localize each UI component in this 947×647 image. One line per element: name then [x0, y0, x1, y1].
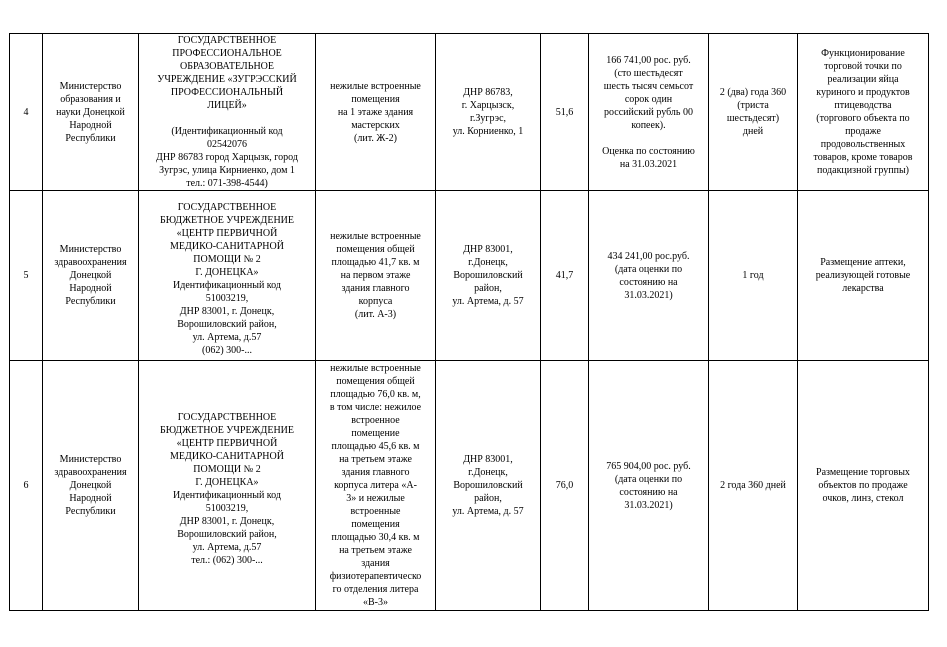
cost-line: состоянию на	[619, 276, 678, 288]
premises-line: помещение	[351, 428, 400, 439]
premises-line: площадью 76,0 кв. м,	[330, 389, 421, 400]
premises-line: «В-3»	[363, 597, 388, 608]
address-line: Ворошиловский	[453, 270, 523, 281]
cost-line: 434 241,00 рос.руб.	[607, 250, 690, 262]
row-number-cell	[10, 191, 43, 361]
premises-line: на третьем этаже	[339, 454, 412, 465]
purpose-line: куриного и продуктов	[816, 87, 910, 98]
institution-line: «ЦЕНТР ПЕРВИЧНОЙ	[176, 438, 278, 449]
ministry-line: Министерство	[59, 454, 122, 465]
premises-line: нежилые встроенные	[330, 363, 421, 374]
cost-line: (дата оценки по	[614, 473, 683, 485]
term-cell	[709, 361, 798, 611]
address-line: ул. Артема, д. 57	[452, 296, 524, 307]
purpose-line: продаже	[845, 126, 881, 137]
cost-line: на 31.03.2021	[619, 158, 678, 170]
institution-cell	[139, 361, 316, 611]
institution-line: 51003219,	[205, 503, 249, 514]
table-row	[10, 361, 929, 611]
address-line: г.Донецк,	[468, 467, 508, 478]
address-line: ДНР 83001,	[463, 454, 513, 465]
institution-phone-cut: (062) 300-...	[202, 345, 252, 356]
institution-line: ГОСУДАРСТВЕННОЕ	[177, 412, 277, 423]
cost-line: состоянию на	[619, 486, 678, 498]
premises-line: (лит. А-3)	[354, 309, 397, 320]
address-line: ДНР 83001,	[463, 244, 513, 255]
ministry-line: Республики	[65, 296, 116, 307]
ministry-line: Республики	[65, 132, 116, 144]
term-line: 1 год	[742, 270, 764, 281]
address-line: ул. Корниенко, 1	[452, 126, 524, 137]
term-line: 2 (два) года 360	[719, 87, 787, 98]
premises-line: мастерских	[351, 119, 400, 131]
purpose-line: объектов по продаже	[818, 480, 908, 491]
term-cell	[709, 34, 798, 191]
ministry-line: Народной	[69, 493, 112, 504]
institution-line: 02542076	[207, 139, 247, 150]
address-line: район,	[474, 283, 502, 294]
institution-line: «ЦЕНТР ПЕРВИЧНОЙ	[176, 228, 278, 239]
purpose-line: (торгового объекта по	[816, 113, 910, 124]
cost-line: 31.03.2021)	[624, 289, 673, 301]
premises-line: здания главного	[341, 467, 410, 478]
cost-cell	[589, 191, 709, 361]
ministry-line: образования и	[60, 93, 121, 105]
cost-line: 31.03.2021)	[624, 499, 673, 511]
cost-line: (сто шестьдесят	[614, 67, 683, 79]
area-cell	[541, 361, 589, 611]
institution-cell	[139, 34, 316, 191]
institution-line: МЕДИКО-САНИТАРНОЙ	[170, 451, 284, 462]
purpose-line: подакцизной группы)	[816, 165, 910, 176]
purpose-cell	[798, 361, 929, 611]
premises-cell	[316, 361, 436, 611]
institution-line: БЮДЖЕТНОЕ УЧРЕЖДЕНИЕ	[159, 215, 294, 226]
premises-line: помещения общей	[336, 244, 415, 255]
address-line: ул. Артема, д. 57	[452, 506, 524, 517]
ministry-line: Министерство	[59, 244, 122, 255]
purpose-line: птицеводства	[834, 100, 892, 111]
purpose-cell	[798, 191, 929, 361]
institution-line: ДНР 86783 город Харцызк, город	[156, 152, 298, 163]
institution-cell	[139, 191, 316, 361]
cost-line: Оценка по состоянию	[602, 145, 695, 157]
area-value: 76,0	[555, 480, 574, 491]
institution-line: ПРОФЕССИОНАЛЬНОЕ	[172, 48, 282, 59]
premises-line: 3» и нежилые	[346, 493, 405, 504]
address-line: ДНР 86783,	[463, 87, 513, 98]
term-line: дней	[742, 126, 764, 137]
cost-line	[592, 132, 705, 145]
premises-line: на третьем этаже	[339, 545, 412, 556]
address-cell	[436, 34, 541, 191]
ministry-line: Донецкой	[69, 270, 112, 281]
ministry-line: здравоохранения	[54, 467, 127, 478]
cost-line: копеек).	[631, 119, 666, 131]
row-number: 6	[23, 480, 29, 491]
institution-line: ДНР 83001, г. Донецк,	[179, 516, 275, 527]
institution-phone-cut: тел.: (062) 300-...	[191, 555, 263, 566]
premises-line: нежилые встроенные	[330, 80, 421, 92]
purpose-line: реализующей готовые	[815, 270, 911, 281]
ministry-line: здравоохранения	[54, 257, 127, 268]
term-line: шестьдесят)	[726, 113, 780, 124]
row-number-cell	[10, 34, 43, 191]
term-line: 2 года 360 дней	[720, 480, 786, 491]
purpose-line: лекарства	[842, 283, 884, 294]
purpose-line: Размещение аптеки,	[820, 257, 906, 268]
premises-cell	[316, 34, 436, 191]
institution-line	[142, 112, 312, 125]
institution-line: ПОМОЩИ № 2	[193, 254, 261, 265]
institution-line: тел.: 071-398-4544)	[186, 178, 268, 189]
ministry-cell	[43, 361, 139, 611]
institution-line: Зугрэс, улица Кирниенко, дом 1	[159, 165, 295, 176]
institution-line: Ворошиловский район,	[177, 529, 277, 540]
ministry-line: науки Донецкой	[56, 106, 125, 118]
ministry-line: Министерство	[59, 80, 122, 92]
table-row	[10, 34, 929, 191]
cost-cell	[589, 34, 709, 191]
ministry-line: Донецкой	[69, 480, 112, 491]
premises-line: нежилые встроенные	[330, 231, 421, 242]
ministry-cell	[43, 191, 139, 361]
premises-line: встроенные	[350, 506, 401, 517]
premises-line: помещения	[351, 519, 400, 530]
address-line: г. Харцызск,	[461, 100, 515, 111]
address-line: г.Донецк,	[468, 257, 508, 268]
lease-table	[9, 33, 929, 611]
cost-line: 166 741,00 рос. руб.	[606, 54, 691, 66]
premises-line: здания	[361, 558, 390, 569]
area-cell	[541, 191, 589, 361]
address-cell	[436, 361, 541, 611]
institution-line: БЮДЖЕТНОЕ УЧРЕЖДЕНИЕ	[159, 425, 294, 436]
row-number: 5	[23, 270, 29, 281]
premises-line: площадью 30,4 кв. м	[331, 532, 420, 543]
cost-line: 765 904,00 рос. руб.	[606, 460, 691, 472]
address-line: г.Зугрэс,	[469, 113, 507, 124]
institution-line: ОБРАЗОВАТЕЛЬНОЕ	[180, 61, 274, 72]
ministry-line: Народной	[69, 119, 112, 131]
purpose-line: Функционирование	[821, 48, 905, 59]
purpose-line: товаров, кроме товаров	[813, 152, 913, 163]
premises-line: помещения	[351, 93, 400, 105]
premises-line: площадью 45,6 кв. м	[331, 441, 420, 452]
premises-line: на 1 этаже здания	[337, 106, 414, 118]
address-line: район,	[474, 493, 502, 504]
premises-line: го отделения литера	[332, 584, 419, 595]
row-number: 4	[23, 106, 29, 118]
purpose-cell	[798, 34, 929, 191]
institution-line: ГОСУДАРСТВЕННОЕ	[177, 202, 277, 213]
premises-line: встроенное	[351, 415, 400, 426]
cost-line: российский рубль 00	[604, 106, 693, 118]
address-line: Ворошиловский	[453, 480, 523, 491]
institution-line: ДНР 83001, г. Донецк,	[179, 306, 275, 317]
purpose-line: торговой точки по	[824, 61, 902, 72]
cost-line: шесть тысяч семьсот	[603, 80, 694, 92]
institution-line: ГОСУДАРСТВЕННОЕ	[177, 35, 277, 46]
address-cell	[436, 191, 541, 361]
premises-line: в том числе: нежилое	[329, 402, 422, 413]
cost-line: сорок один	[624, 93, 673, 105]
institution-line: Г. ДОНЕЦКА»	[195, 477, 259, 488]
purpose-line: Размещение торговых	[816, 467, 910, 478]
purpose-line: продовольственных	[820, 139, 906, 150]
term-line: (триста	[737, 100, 769, 111]
area-cell	[541, 34, 589, 191]
institution-line: МЕДИКО-САНИТАРНОЙ	[170, 241, 284, 252]
ministry-cell	[43, 34, 139, 191]
ministry-line: Республики	[65, 506, 116, 517]
institution-line: ПРОФЕССИОНАЛЬНЫЙ	[170, 87, 284, 98]
premises-line: помещения общей	[336, 376, 415, 387]
ministry-line: Народной	[69, 283, 112, 294]
institution-line: (Идентификационный код	[171, 126, 283, 137]
term-cell	[709, 191, 798, 361]
cost-line: (дата оценки по	[614, 263, 683, 275]
premises-line: здания главного	[341, 283, 410, 294]
institution-line: Идентификационный код	[173, 490, 281, 501]
premises-cell	[316, 191, 436, 361]
area-value: 51,6	[555, 106, 574, 118]
institution-line: ЛИЦЕЙ»	[207, 100, 247, 111]
institution-line: Идентификационный код	[173, 280, 281, 291]
institution-line: УЧРЕЖДЕНИЕ «ЗУГРЭССКИЙ	[157, 74, 297, 85]
purpose-line: реализации яйца	[827, 74, 899, 85]
institution-line: Г. ДОНЕЦКА»	[195, 267, 259, 278]
premises-line: площадью 41,7 кв. м	[331, 257, 420, 268]
purpose-line: очков, линз, стекол	[822, 493, 904, 504]
premises-line: физиотерапевтическо	[329, 571, 422, 582]
institution-line: ул. Артема, д.57	[192, 332, 262, 343]
premises-line: (лит. Ж-2)	[354, 132, 397, 144]
premises-line: на первом этаже	[340, 270, 411, 281]
premises-line: корпуса литера «А-	[334, 480, 417, 491]
cost-cell	[589, 361, 709, 611]
institution-line: Ворошиловский район,	[177, 319, 277, 330]
area-value: 41,7	[555, 270, 574, 281]
row-number-cell	[10, 361, 43, 611]
premises-line: корпуса	[358, 296, 393, 307]
institution-line: ПОМОЩИ № 2	[193, 464, 261, 475]
institution-line: ул. Артема, д.57	[192, 542, 262, 553]
table-row	[10, 191, 929, 361]
institution-line: 51003219,	[205, 293, 249, 304]
